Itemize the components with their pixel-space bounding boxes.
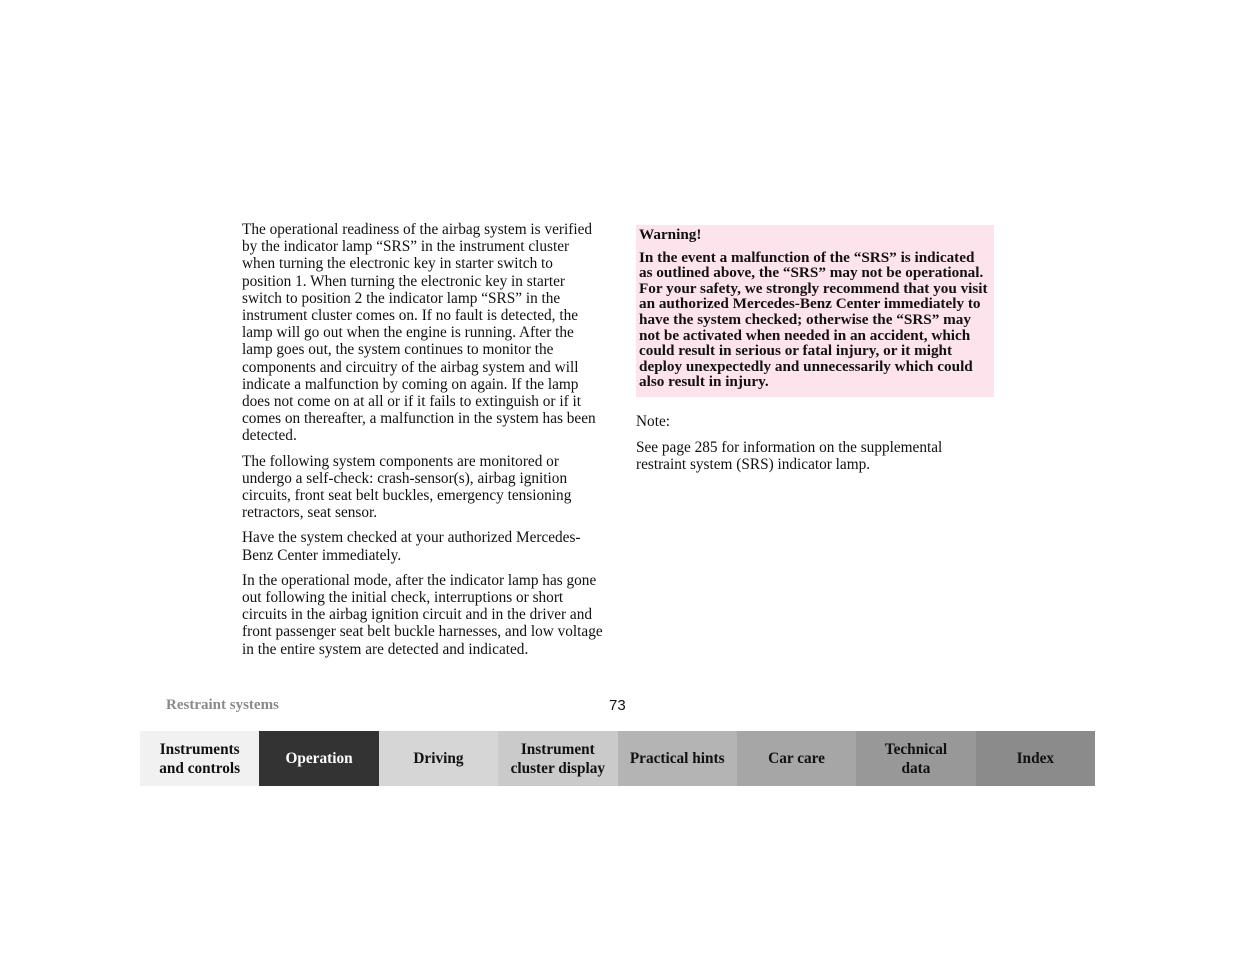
tab-instruments-and-controls[interactable]: Instruments and controls <box>140 731 259 786</box>
paragraph-have-checked: Have the system checked at your authorized Mercedes-Benz Center immediately. <box>242 529 581 564</box>
main-text-column <box>242 221 604 666</box>
tab-instrument-cluster-display[interactable]: Instrument cluster display <box>498 731 617 786</box>
tab-practical-hints[interactable]: Practical hints <box>618 731 737 786</box>
side-column <box>636 225 994 474</box>
tab-technical-data[interactable]: Technical data <box>856 731 975 786</box>
section-title: Restraint systems <box>166 697 279 713</box>
tab-car-care[interactable]: Car care <box>737 731 856 786</box>
paragraph-operational-mode: In the operational mode, after the indicator lamp has gone out following the initial check, interruptions or short circuits in the airbag ignition circuit and in the driver and front passenger seat belt buckle harnesses, and low voltage in the entire system are detected and indicated. <box>242 571 603 658</box>
tab-index[interactable]: Index <box>976 731 1095 786</box>
warning-title: Warning! <box>639 226 702 243</box>
note-label: Note: <box>636 412 670 430</box>
note-text: See page 285 for information on the supplemental restraint system (SRS) indicator lamp. <box>636 439 943 474</box>
chapter-tab-bar <box>140 731 1095 786</box>
page-number: 73 <box>609 697 626 714</box>
paragraph-monitored-components: The following system components are monitored or undergo a self-check: crash-sensor(s), airbag ignition circuits, front seat belt buckles, emergency tensioning retractors, seat sensor. <box>242 452 572 522</box>
tab-driving[interactable]: Driving <box>379 731 498 786</box>
tab-operation[interactable]: Operation <box>259 731 378 786</box>
paragraph-readiness: The operational readiness of the airbag system is verified by the indicator lamp “SRS” in the instrument cluster when turning the electronic key in starter switch to position 1. When turning the electronic key in starter switch to position 2 the indicator lamp “SRS” in the instrument cluster comes on. If no fault is detected, the lamp will go out when the engine is running. After the lamp goes out, the system continues to monitor the components and circuitry of the airbag system and will indicate a malfunction by coming on again. If the lamp does not come on at all or if it fails to extinguish or if it comes on thereafter, a malfunction in the system has been detected. <box>242 221 596 445</box>
warning-box <box>636 225 994 397</box>
warning-text: In the event a malfunction of the “SRS” is indicated as outlined above, the “SRS” may not be operational. For your safety, we strongly recommend that you visit an authorized Mercedes-Benz Center immediately to have the system checked; otherwise the “SRS” may not be activated when needed in an accident, which could result in serious or fatal injury, or it might deploy unexpectedly and unnecessarily which could also result in injury. <box>639 248 988 391</box>
